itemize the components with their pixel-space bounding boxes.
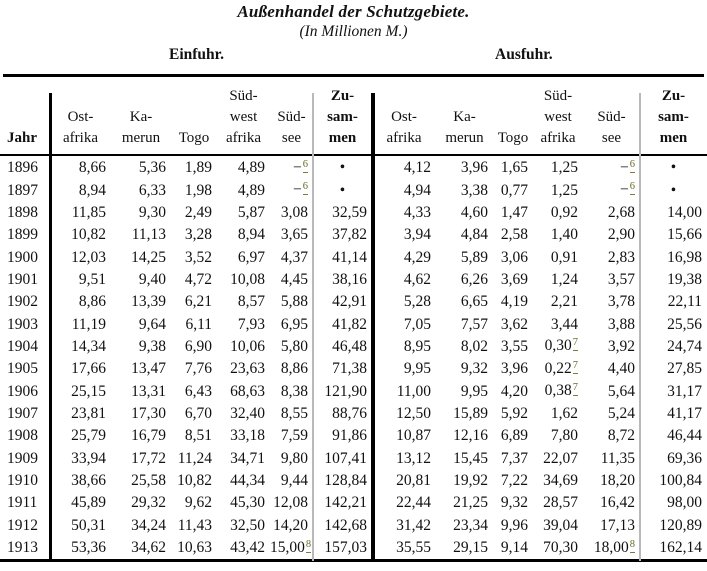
data-cell-einfuhr-5: 41,14 [332,248,367,266]
year-cell: 1911 [7,494,38,512]
data-cell-ausfuhr-2: 0,77 [500,181,528,199]
year-cell: 1908 [7,427,38,445]
data-cell-einfuhr-2: 3,52 [184,248,212,266]
data-cell-ausfuhr-1: 8,02 [460,337,488,355]
data-cell-einfuhr-5: 38,16 [332,270,367,288]
bullet-einfuhr-zusammen: • [339,159,346,177]
footnote-ref[interactable]: 7 [573,338,578,351]
data-cell-einfuhr-3: 4,89 [237,159,265,177]
data-cell-ausfuhr-4: 18,008 [593,538,635,556]
data-cell-einfuhr-1: 25,58 [131,471,166,489]
data-cell-ausfuhr-4: 3,88 [607,315,635,333]
data-cell-einfuhr-2: 2,49 [184,203,212,221]
data-cell-ausfuhr-1: 23,34 [453,516,488,534]
data-cell-einfuhr-1: 6,33 [138,181,166,199]
section-label-ausfuhr: Ausfuhr. [495,46,553,63]
year-cell: 1907 [7,404,38,422]
data-cell-einfuhr-0: 23,81 [71,404,106,422]
table-header-row [0,77,707,154]
data-cell-ausfuhr-2: 7,22 [500,471,528,489]
column-header-ausfuhr-2 [493,128,533,154]
year-cell: 1897 [7,181,38,199]
data-cell-ausfuhr-2: 3,55 [500,337,528,355]
data-cell-ausfuhr-1: 7,57 [460,315,488,333]
data-cell-ausfuhr-1: 15,45 [453,449,488,467]
data-cell-ausfuhr-4: 2,90 [607,226,635,244]
column-header-ausfuhr-4 [583,107,640,154]
data-cell-ausfuhr-3: 0,92 [550,203,578,221]
data-cell-einfuhr-5: 37,82 [332,226,367,244]
column-header-line: west [229,109,258,125]
data-cell-einfuhr-1: 29,32 [131,494,166,512]
data-cell-ausfuhr-4: 3,92 [607,337,635,355]
data-cell-einfuhr-2: 6,70 [184,404,212,422]
data-cell-ausfuhr-3: 7,80 [550,427,578,445]
data-cell-einfuhr-1: 17,30 [131,404,166,422]
data-cell-einfuhr-3: 34,71 [230,449,265,467]
footnote-ref[interactable]: 6 [303,160,308,173]
data-cell-ausfuhr-1: 3,38 [460,181,488,199]
data-cell-ausfuhr-0: 7,05 [403,315,431,333]
data-cell-ausfuhr-3: 0,307 [544,337,578,355]
column-header-line: Süd- [597,109,626,125]
data-cell-einfuhr-4: 3,65 [280,226,308,244]
data-cell-einfuhr-4: 7,59 [280,427,308,445]
data-cell-ausfuhr-2: 5,92 [500,404,528,422]
data-cell-ausfuhr-1: 6,65 [460,293,488,311]
data-cell-einfuhr-4: 6,95 [280,315,308,333]
data-cell-einfuhr-0: 53,36 [71,539,106,557]
data-cell-einfuhr-2: 3,28 [184,226,212,244]
data-cell-ausfuhr-1: 21,25 [453,494,488,512]
data-cell-ausfuhr-1: 6,26 [460,270,488,288]
data-cell-ausfuhr-0: 4,33 [403,203,431,221]
data-cell-einfuhr-2: 9,62 [184,494,212,512]
data-cell-einfuhr-2: 1,98 [184,181,212,199]
data-cell-ausfuhr-2: 2,58 [500,226,528,244]
data-cell-ausfuhr-5: 98,00 [667,494,702,512]
data-cell-einfuhr-1: 9,30 [138,203,166,221]
data-cell-ausfuhr-3: 1,40 [550,226,578,244]
data-cell-einfuhr-1: 13,39 [131,293,166,311]
year-cell: 1909 [7,449,38,467]
data-cell-einfuhr-5: 128,84 [324,471,367,489]
data-cell-ausfuhr-0: 12,50 [396,404,431,422]
data-cell-ausfuhr-3: 39,04 [543,516,578,534]
data-cell-einfuhr-1: 34,62 [131,539,166,557]
data-cell-ausfuhr-1: 4,60 [460,203,488,221]
data-cell-einfuhr-4: 8,86 [280,360,308,378]
column-header-line: afrika [386,130,422,146]
data-cell-einfuhr-3: 44,34 [230,471,265,489]
year-cell: 1902 [7,293,38,311]
data-cell-ausfuhr-1: 15,89 [453,404,488,422]
year-cell: 1903 [7,315,38,333]
data-cell-ausfuhr-0: 9,95 [403,360,431,378]
data-cell-ausfuhr-0: 4,62 [403,270,431,288]
year-cell: 1899 [7,226,38,244]
data-cell-einfuhr-3: 10,06 [230,337,265,355]
data-cell-ausfuhr-2: 7,37 [500,449,528,467]
data-cell-einfuhr-2: 6,90 [184,337,212,355]
column-header-line: afrika [63,130,98,146]
data-cell-einfuhr-3: 8,57 [237,293,265,311]
column-header-line: merun [121,130,161,146]
data-cell-ausfuhr-0: 10,87 [396,427,431,445]
column-header-line: afrika [226,130,261,146]
data-cell-ausfuhr-1: 12,16 [453,427,488,445]
data-cell-ausfuhr-0: 13,12 [396,449,431,467]
bullet-einfuhr-zusammen: • [339,181,346,199]
data-cell-einfuhr-0: 11,19 [71,315,106,333]
data-cell-einfuhr-0: 10,82 [71,226,106,244]
data-cell-ausfuhr-4: 3,78 [607,293,635,311]
data-cell-ausfuhr-5: 69,36 [667,449,702,467]
data-cell-einfuhr-3: 33,18 [230,427,265,445]
data-cell-einfuhr-5: 46,48 [332,337,367,355]
data-cell-einfuhr-3: 32,50 [230,516,265,534]
data-cell-ausfuhr-2: 3,06 [500,248,528,266]
data-cell-ausfuhr-3: 1,25 [550,159,578,177]
data-cell-ausfuhr-2: 6,89 [500,427,528,445]
data-cell-ausfuhr-2: 4,20 [500,382,528,400]
data-cell-ausfuhr-3: 0,387 [544,382,578,400]
data-cell-einfuhr-5: 121,90 [324,382,367,400]
data-cell-einfuhr-1: 9,64 [138,315,166,333]
data-cell-ausfuhr-3: 28,57 [543,494,578,512]
column-header-line: Ka- [453,109,476,125]
data-cell-ausfuhr-0: 35,55 [396,539,431,557]
data-cell-einfuhr-0: 11,85 [71,203,106,221]
data-cell-ausfuhr-5: 41,17 [667,404,702,422]
data-cell-ausfuhr-0: 3,94 [403,226,431,244]
footnote-ref[interactable]: 6 [303,182,308,195]
data-cell-ausfuhr-1: 4,84 [460,226,488,244]
data-cell-einfuhr-3: 5,87 [237,203,265,221]
column-header-line: Süd- [543,88,573,104]
data-cell-einfuhr-1: 9,38 [138,337,166,355]
data-cell-ausfuhr-3: 1,25 [550,181,578,199]
data-cell-einfuhr-0: 25,15 [71,382,106,400]
data-cell-ausfuhr-0: 5,28 [403,293,431,311]
data-cell-ausfuhr-0: 20,81 [396,471,431,489]
data-cell-einfuhr-5: 142,21 [324,494,367,512]
column-header-line: men [328,130,357,146]
data-cell-ausfuhr-0: 31,42 [396,516,431,534]
data-cell-ausfuhr-2: 1,47 [500,203,528,221]
data-cell-einfuhr-3: 4,89 [237,181,265,199]
data-cell-ausfuhr-5: 14,00 [667,203,702,221]
data-cell-einfuhr-4: 12,08 [273,494,308,512]
data-cell-einfuhr-5: 107,41 [324,449,367,467]
bottom-rule [0,559,707,562]
bullet-ausfuhr-zusammen: • [670,159,677,177]
data-cell-ausfuhr-4: 5,64 [607,382,635,400]
data-cell-ausfuhr-3: 0,227 [544,359,578,377]
data-cell-ausfuhr-3: 1,24 [550,270,578,288]
year-cell: 1910 [7,471,38,489]
data-cell-einfuhr-5: 42,91 [332,293,367,311]
year-cell: 1913 [7,539,38,557]
data-cell-ausfuhr-0: 22,44 [396,494,431,512]
data-cell-einfuhr-2: 8,51 [184,427,212,445]
page-subtitle: (In Millionen M.) [299,23,408,40]
data-cell-einfuhr-0: 33,94 [71,449,106,467]
data-cell-einfuhr-0: 45,89 [71,494,106,512]
column-header-einfuhr-1 [111,107,171,154]
data-cell-ausfuhr-5: 120,89 [659,516,702,534]
data-cell-ausfuhr-4: 3,57 [607,270,635,288]
data-cell-ausfuhr-3: 1,62 [550,404,578,422]
data-cell-ausfuhr-4: 2,83 [607,248,635,266]
table-body [0,157,707,559]
column-header-line: Togo [497,130,529,146]
footnote-ref[interactable]: 7 [573,361,578,374]
data-cell-einfuhr-3: 68,63 [230,382,265,400]
footnote-ref[interactable]: 8 [306,540,311,553]
footnote-ref[interactable]: 7 [573,383,578,396]
column-header-line: sam- [658,109,689,125]
data-cell-einfuhr-4: 3,08 [280,203,308,221]
column-header-line: Süd- [229,88,258,104]
column-header-einfuhr-4 [270,107,313,154]
data-cell-ausfuhr-1: 9,32 [460,360,488,378]
data-cell-einfuhr-1: 13,31 [131,382,166,400]
year-cell: 1912 [7,516,38,534]
data-cell-ausfuhr-2: 9,32 [500,494,528,512]
data-cell-ausfuhr-2: 1,65 [500,159,528,177]
data-cell-ausfuhr-0: 4,12 [403,159,431,177]
data-cell-ausfuhr-3: 3,44 [550,315,578,333]
data-cell-einfuhr-2: 10,82 [177,471,212,489]
data-cell-einfuhr-1: 5,36 [138,159,166,177]
data-cell-einfuhr-4: 9,44 [280,471,308,489]
data-cell-einfuhr-1: 11,13 [131,226,166,244]
data-cell-ausfuhr-0: 4,94 [403,181,431,199]
data-cell-einfuhr-2: 7,76 [184,360,212,378]
data-cell-ausfuhr-5: 25,56 [667,315,702,333]
data-cell-ausfuhr-5: 22,11 [667,293,702,311]
column-header-einfuhr-3 [217,86,270,154]
data-cell-einfuhr-2: 11,43 [177,516,212,534]
data-cell-einfuhr-3: 23,63 [230,360,265,378]
data-cell-ausfuhr-2: 9,14 [500,539,528,557]
section-label-einfuhr: Einfuhr. [169,46,224,63]
column-header-line: Zu- [661,88,686,104]
column-header-line: see [281,130,302,146]
data-cell-einfuhr-4: 9,80 [280,449,308,467]
data-cell-einfuhr-4: −6 [293,158,308,176]
data-cell-einfuhr-3: 10,08 [230,270,265,288]
data-cell-ausfuhr-2: 4,19 [500,293,528,311]
data-cell-einfuhr-5: 41,82 [332,315,367,333]
data-cell-ausfuhr-4: 18,20 [600,471,635,489]
data-cell-ausfuhr-4: 4,40 [607,360,635,378]
data-cell-einfuhr-2: 6,21 [184,293,212,311]
data-cell-einfuhr-4: 5,88 [280,293,308,311]
column-header-line: men [659,130,688,146]
column-header-line: sam- [327,109,358,125]
column-header-line: Ost- [67,109,94,125]
data-cell-einfuhr-4: 4,37 [280,248,308,266]
data-cell-einfuhr-3: 8,94 [237,226,265,244]
column-header-line: Zu- [330,88,355,104]
data-cell-ausfuhr-4: 8,72 [607,427,635,445]
data-cell-einfuhr-0: 8,66 [78,159,106,177]
year-cell: 1906 [7,382,38,400]
bullet-ausfuhr-zusammen: • [670,181,677,199]
data-cell-einfuhr-0: 8,94 [78,181,106,199]
data-cell-ausfuhr-1: 9,95 [460,382,488,400]
data-cell-einfuhr-4: −6 [293,181,308,199]
data-cell-einfuhr-4: 5,80 [280,337,308,355]
data-cell-einfuhr-3: 7,93 [237,315,265,333]
data-cell-ausfuhr-2: 3,69 [500,270,528,288]
data-cell-einfuhr-4: 15,008 [270,538,312,556]
data-cell-einfuhr-2: 1,89 [184,159,212,177]
data-cell-ausfuhr-3: 0,91 [550,248,578,266]
data-cell-ausfuhr-3: 34,69 [543,471,578,489]
data-cell-ausfuhr-5: 46,44 [667,427,702,445]
year-cell: 1905 [7,360,38,378]
data-cell-einfuhr-0: 50,31 [71,516,106,534]
data-cell-ausfuhr-3: 22,07 [543,449,578,467]
column-header-line: afrika [540,130,576,146]
data-cell-einfuhr-1: 34,24 [131,516,166,534]
data-cell-einfuhr-3: 32,40 [230,404,265,422]
column-header-line: Ka- [129,109,153,125]
data-cell-einfuhr-0: 38,66 [71,471,106,489]
data-cell-ausfuhr-4: 11,35 [600,449,635,467]
data-cell-einfuhr-2: 6,11 [185,315,212,333]
footnote-ref[interactable]: 8 [630,540,635,553]
data-cell-einfuhr-2: 4,72 [184,270,212,288]
data-cell-einfuhr-0: 17,66 [71,360,106,378]
year-cell: 1898 [7,203,38,221]
column-header-einfuhr-2 [171,128,217,154]
column-header-ausfuhr-3 [533,86,583,154]
data-cell-einfuhr-0: 25,79 [71,427,106,445]
data-cell-einfuhr-5: 91,86 [332,427,367,445]
data-cell-ausfuhr-5: 162,14 [659,539,702,557]
data-cell-einfuhr-4: 4,45 [280,270,308,288]
data-cell-ausfuhr-5: 15,66 [667,226,702,244]
data-cell-einfuhr-4: 14,20 [273,516,308,534]
data-cell-einfuhr-1: 14,25 [131,248,166,266]
column-header-ausfuhr-5 [640,86,707,154]
column-header-line: Jahr [7,130,37,146]
data-cell-ausfuhr-5: 16,98 [667,248,702,266]
data-cell-ausfuhr-4: −6 [620,158,635,176]
column-header-einfuhr-5 [313,86,372,154]
data-cell-einfuhr-5: 32,59 [332,203,367,221]
data-cell-ausfuhr-1: 19,92 [453,471,488,489]
data-cell-einfuhr-4: 8,55 [280,404,308,422]
data-cell-einfuhr-3: 6,97 [237,248,265,266]
data-cell-ausfuhr-2: 9,96 [500,516,528,534]
year-cell: 1900 [7,248,38,266]
footnote-ref[interactable]: 6 [630,182,635,195]
column-header-ausfuhr-0 [372,107,436,154]
data-cell-einfuhr-0: 9,51 [78,270,106,288]
data-cell-einfuhr-0: 8,86 [78,293,106,311]
column-header-einfuhr-0 [50,107,111,154]
data-cell-einfuhr-3: 43,42 [230,539,265,557]
data-cell-ausfuhr-4: 16,42 [600,494,635,512]
data-cell-ausfuhr-0: 8,95 [403,337,431,355]
data-cell-einfuhr-5: 157,03 [324,539,367,557]
data-cell-ausfuhr-1: 29,15 [453,539,488,557]
data-cell-einfuhr-0: 12,03 [71,248,106,266]
column-header-jahr [0,128,50,154]
data-cell-einfuhr-5: 88,76 [332,404,367,422]
data-cell-ausfuhr-5: 27,85 [667,360,702,378]
column-header-ausfuhr-1 [436,107,493,154]
year-cell: 1901 [7,270,38,288]
data-cell-einfuhr-1: 16,79 [131,427,166,445]
data-cell-einfuhr-5: 71,38 [332,360,367,378]
data-cell-ausfuhr-4: −6 [620,181,635,199]
footnote-ref[interactable]: 6 [630,160,635,173]
data-cell-einfuhr-4: 8,38 [280,382,308,400]
data-cell-ausfuhr-4: 17,13 [600,516,635,534]
data-cell-ausfuhr-4: 2,68 [607,203,635,221]
column-header-line: Süd- [277,109,306,125]
data-cell-ausfuhr-5: 31,17 [667,382,702,400]
data-cell-ausfuhr-2: 3,96 [500,360,528,378]
data-cell-ausfuhr-1: 5,89 [460,248,488,266]
data-cell-einfuhr-1: 13,47 [131,360,166,378]
page-title: Außenhandel der Schutzgebiete. [237,2,470,21]
column-header-line: see [601,130,622,146]
data-cell-einfuhr-0: 14,34 [71,337,106,355]
data-cell-einfuhr-2: 6,43 [184,382,212,400]
data-cell-ausfuhr-4: 5,24 [607,404,635,422]
data-cell-ausfuhr-0: 11,00 [396,382,431,400]
year-cell: 1896 [7,159,38,177]
column-header-line: Ost- [391,109,417,125]
data-cell-ausfuhr-3: 70,30 [543,539,578,557]
data-cell-ausfuhr-5: 19,38 [667,270,702,288]
data-cell-einfuhr-2: 10,63 [177,539,212,557]
column-header-line: merun [445,130,484,146]
data-cell-einfuhr-2: 11,24 [177,449,212,467]
data-cell-ausfuhr-5: 24,74 [667,337,702,355]
data-cell-ausfuhr-2: 3,62 [500,315,528,333]
data-cell-ausfuhr-3: 2,21 [550,293,578,311]
header-separator-rule [0,154,707,156]
data-cell-einfuhr-1: 9,40 [138,270,166,288]
year-cell: 1904 [7,337,38,355]
data-cell-einfuhr-5: 142,68 [324,516,367,534]
data-cell-ausfuhr-1: 3,96 [460,159,488,177]
data-cell-einfuhr-3: 45,30 [230,494,265,512]
column-header-line: Togo [178,130,210,146]
column-header-line: west [544,109,572,125]
data-cell-einfuhr-1: 17,72 [131,449,166,467]
data-cell-ausfuhr-5: 100,84 [659,471,702,489]
data-cell-ausfuhr-0: 4,29 [403,248,431,266]
